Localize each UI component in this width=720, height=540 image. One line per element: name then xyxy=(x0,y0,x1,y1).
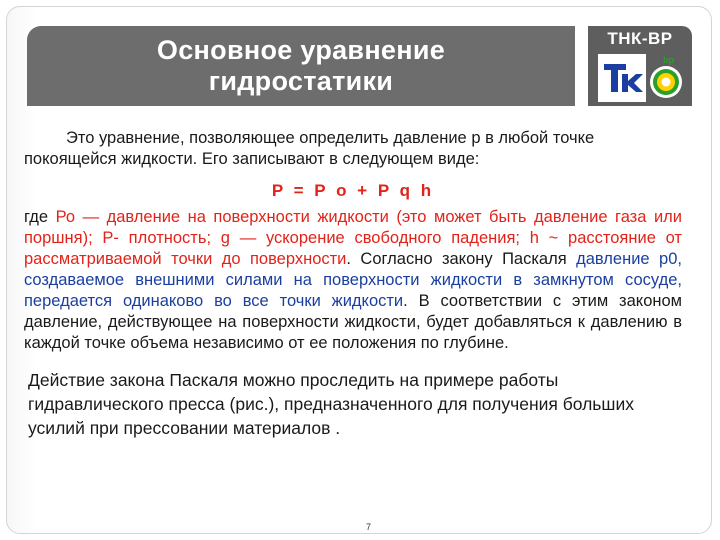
def-tail: . В соответствии с этим законом давление, действующее на поверхности жидкости, будет добавляться к давлению в каждой точке объема независимо от ее положения по глубине. xyxy=(24,292,682,352)
company-logo xyxy=(588,26,692,106)
def-mid: . Согласно закону Паскаля xyxy=(346,250,577,268)
logo-wordmark: ТНК-ВР xyxy=(607,29,673,48)
title-banner xyxy=(27,26,575,106)
page-number: 7 xyxy=(366,522,372,532)
page-title-line2: гидростатики xyxy=(208,66,394,96)
slide-content xyxy=(24,128,682,440)
def-where: где xyxy=(24,208,56,226)
intro-paragraph: Это уравнение, позволяющее определить давление р в любой точке покоящейся жидкости. Его записывают в следующем виде: xyxy=(24,129,595,168)
hydrostatic-formula: P = P o + P q h xyxy=(271,181,435,200)
pascal-law-text: давление р0, создаваемое внешними силами на поверхности жидкости в замкнутом сосуде, передается одинаково во все точки жидкости xyxy=(24,250,682,310)
pascal-example-paragraph: Действие закона Паскаля можно проследить на примере работы гидравлического пресса (рис.), предназначенного для получения больших усилий при прессовании материалов . xyxy=(28,370,634,438)
definition-paragraph xyxy=(24,207,682,354)
def-variables-text: Ро — давление на поверхности жидкости (это может быть давление газа или поршня); Р- плотность; g — ускорение свободного падения; h ~ расстояние от рассматриваемой точки до поверхности xyxy=(24,208,683,268)
page-title-line1: Основное уравнение xyxy=(156,35,446,65)
bp-label: bp xyxy=(663,55,674,65)
